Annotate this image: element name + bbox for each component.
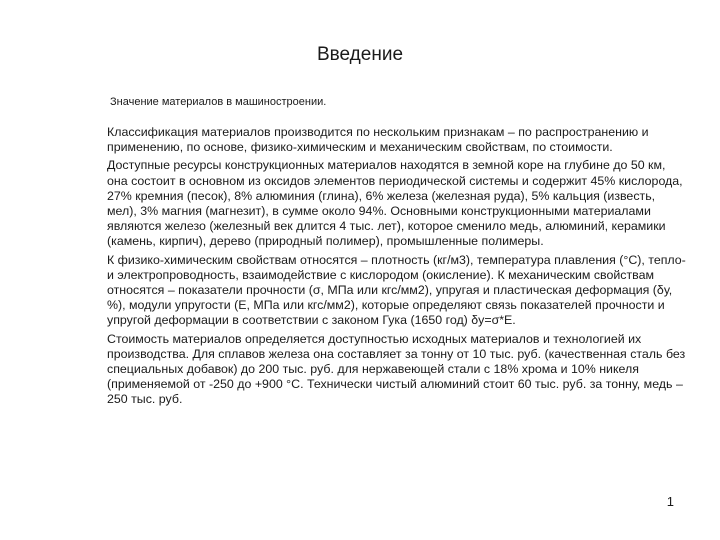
paragraph-properties: К физико-химическим свойствам относятся – плотность (кг/м3), температура плавления (°С), тепло- и электропроводность, взаимодействие с кислородом (окисление). К механическим свойствам относятся – показатели прочности (σ, МПа или кгс/мм2), упругая и пластическая деформация (δу, %), модули упругости (Е, МПа или кгс/мм2), которые определяют связь показателей прочности и упругой деформации в соответствии с законом Гука (1650 год) δу=σ*Е. (107, 252, 686, 328)
paragraph-classification: Классификация материалов производится по нескольким признакам – по распространению и применению, по основе, физико-химическим и механическим свойствам, по стоимости. (107, 125, 649, 155)
slide-title: Введение (316, 44, 404, 65)
page-number: 1 (666, 494, 674, 509)
slide-body (107, 125, 687, 411)
paragraph-resources: Доступные ресурсы конструкционных материалов находятся в земной коре на глубине до 50 км, она состоит в основном из оксидов элементов периодической системы и содержит 45% кислорода, 27% кремния (песок), 8% алюминия (глина), 6% железа (железная руда), 5% кальция (известь, мел), 3% магния (магнезит), в сумме около 94%. Основными конструкционными материалами являются железо (железный век длится 4 тыс. лет), которое сменило медь, алюминий, керамики (камень, кирпич), дерево (природный полимер), промышленные полимеры. (107, 158, 683, 249)
slide-subtitle: Значение материалов в машиностроении. (110, 96, 327, 108)
paragraph-cost: Стоимость материалов определяется доступностью исходных материалов и технологией их производства. Для сплавов железа она составляет за тонну от 10 тыс. руб. (качественная сталь без специальных добавок) до 200 тыс. руб. для нержавеющей стали с 18% хрома и 10% никеля (применяемой от -250 до +900 °С. Технически чистый алюминий стоит 60 тыс. руб. за тонну, медь – 250 тыс. руб. (107, 331, 686, 407)
